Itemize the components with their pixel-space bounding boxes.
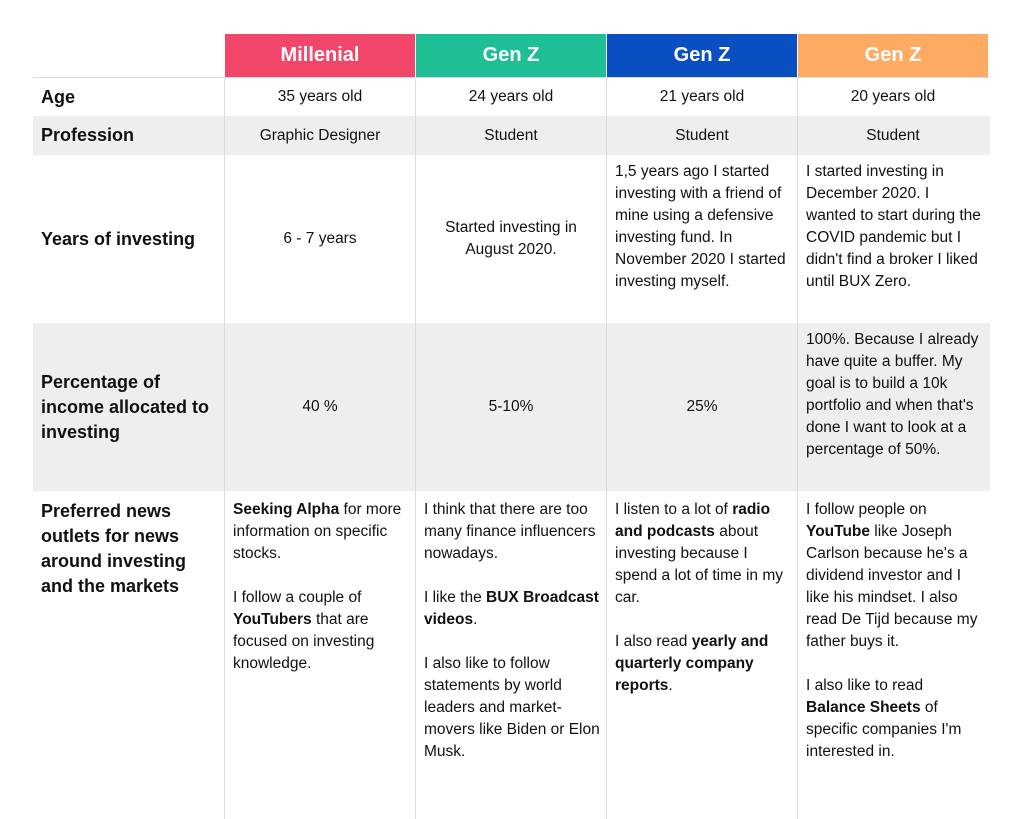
years-row [33, 155, 990, 323]
age-label: Age [41, 86, 76, 107]
paragraph-gap [424, 631, 600, 653]
news-span: that are focused on investing knowledge. [233, 611, 375, 672]
profession-label: Profession [41, 125, 135, 145]
column-divider [797, 77, 798, 819]
column-header-millenial: Millenial [225, 34, 415, 77]
news-paragraph [806, 677, 961, 760]
years-cell: Started investing in August 2020. [445, 219, 577, 258]
paragraph-gap [806, 653, 982, 675]
age-cell: 35 years old [277, 88, 363, 105]
news-paragraph: I also like to follow statements by world leaders and market-movers like Biden or Elon Musk. [424, 655, 600, 760]
news-cell [225, 499, 415, 675]
news-bold: YouTube [806, 523, 870, 540]
news-span: I follow a couple of [233, 589, 362, 606]
news-paragraph [615, 501, 783, 606]
news-bold: BUX Broadcast videos [424, 589, 599, 628]
percentage-label: Percentage of income allocated to investing [41, 371, 210, 442]
profession-cell: Student [866, 126, 920, 144]
column-header-gen-z-1: Gen Z [416, 34, 606, 77]
column-header-gen-z-3: Gen Z [798, 34, 988, 77]
news-span: for more information on specific stocks. [233, 501, 402, 562]
profession-cell: Student [675, 126, 729, 144]
paragraph-gap [615, 609, 791, 631]
news-paragraph [615, 633, 768, 694]
news-paragraph [806, 501, 977, 650]
news-span: I listen to a lot of [615, 501, 733, 518]
age-row [33, 78, 990, 116]
years-cell: 1,5 years ago I started investing with a friend of mine using a defensive investing fund. In November 2020 I started investing myself. [615, 163, 786, 290]
news-paragraph [233, 501, 401, 562]
header-row [33, 34, 990, 78]
years-label: Years of investing [41, 228, 196, 249]
column-header-gen-z-2: Gen Z [607, 34, 797, 77]
news-span: I also read [615, 633, 692, 650]
years-cell: 6 - 7 years [283, 230, 357, 247]
column-divider [415, 77, 416, 819]
paragraph-gap [424, 565, 600, 587]
news-span: I like the [424, 589, 487, 606]
news-span: . [668, 677, 673, 694]
paragraph-gap [233, 565, 409, 587]
news-text [806, 499, 982, 763]
news-span: . [473, 611, 478, 628]
age-cell: 20 years old [850, 88, 936, 105]
news-paragraph [233, 589, 374, 672]
news-text [424, 499, 600, 763]
profession-cell: Graphic Designer [259, 126, 381, 144]
percentage-cell: 100%. Because I already have quite a buffer. My goal is to build a 10k portfolio and when that's done I want to look at a percentage of 50%. [806, 331, 979, 458]
news-bold: Balance Sheets [806, 699, 921, 716]
column-divider [224, 77, 225, 819]
news-text [615, 499, 791, 697]
percentage-row [33, 323, 990, 491]
percentage-cell: 25% [686, 398, 718, 415]
profession-cell: Student [484, 126, 538, 144]
news-paragraph: I think that there are too many finance influencers nowadays. [424, 501, 596, 562]
column-divider [606, 77, 607, 819]
news-span: like Joseph Carlson because he's a dividend investor and I like his mindset. I also read De Tijd because my father buys it. [806, 523, 978, 650]
profession-row [33, 116, 990, 155]
news-bold: radio and podcasts [615, 501, 771, 540]
news-paragraph [424, 589, 599, 628]
news-span: I follow people on [806, 501, 927, 518]
news-text [233, 499, 409, 675]
news-row [33, 491, 990, 776]
news-bold: yearly and quarterly company reports [615, 633, 769, 694]
age-cell: 24 years old [468, 88, 554, 105]
news-bold: Seeking Alpha [233, 501, 340, 518]
percentage-cell: 40 % [302, 398, 338, 415]
news-bold: YouTubers [233, 611, 312, 628]
news-label: Preferred news outlets for news around investing and the markets [41, 501, 187, 596]
percentage-cell: 5-10% [488, 398, 534, 415]
news-span: I also like to read [806, 677, 924, 694]
years-cell: I started investing in December 2020. I wanted to start during the COVID pandemic but I didn't find a broker I liked until BUX Zero. [806, 163, 981, 290]
news-span: about investing because I spend a lot of time in my car. [615, 523, 783, 606]
news-cell [798, 499, 988, 763]
age-cell: 21 years old [659, 88, 745, 105]
news-cell [416, 499, 606, 763]
news-span: of specific companies I'm interested in. [806, 699, 962, 760]
news-cell [607, 499, 797, 697]
